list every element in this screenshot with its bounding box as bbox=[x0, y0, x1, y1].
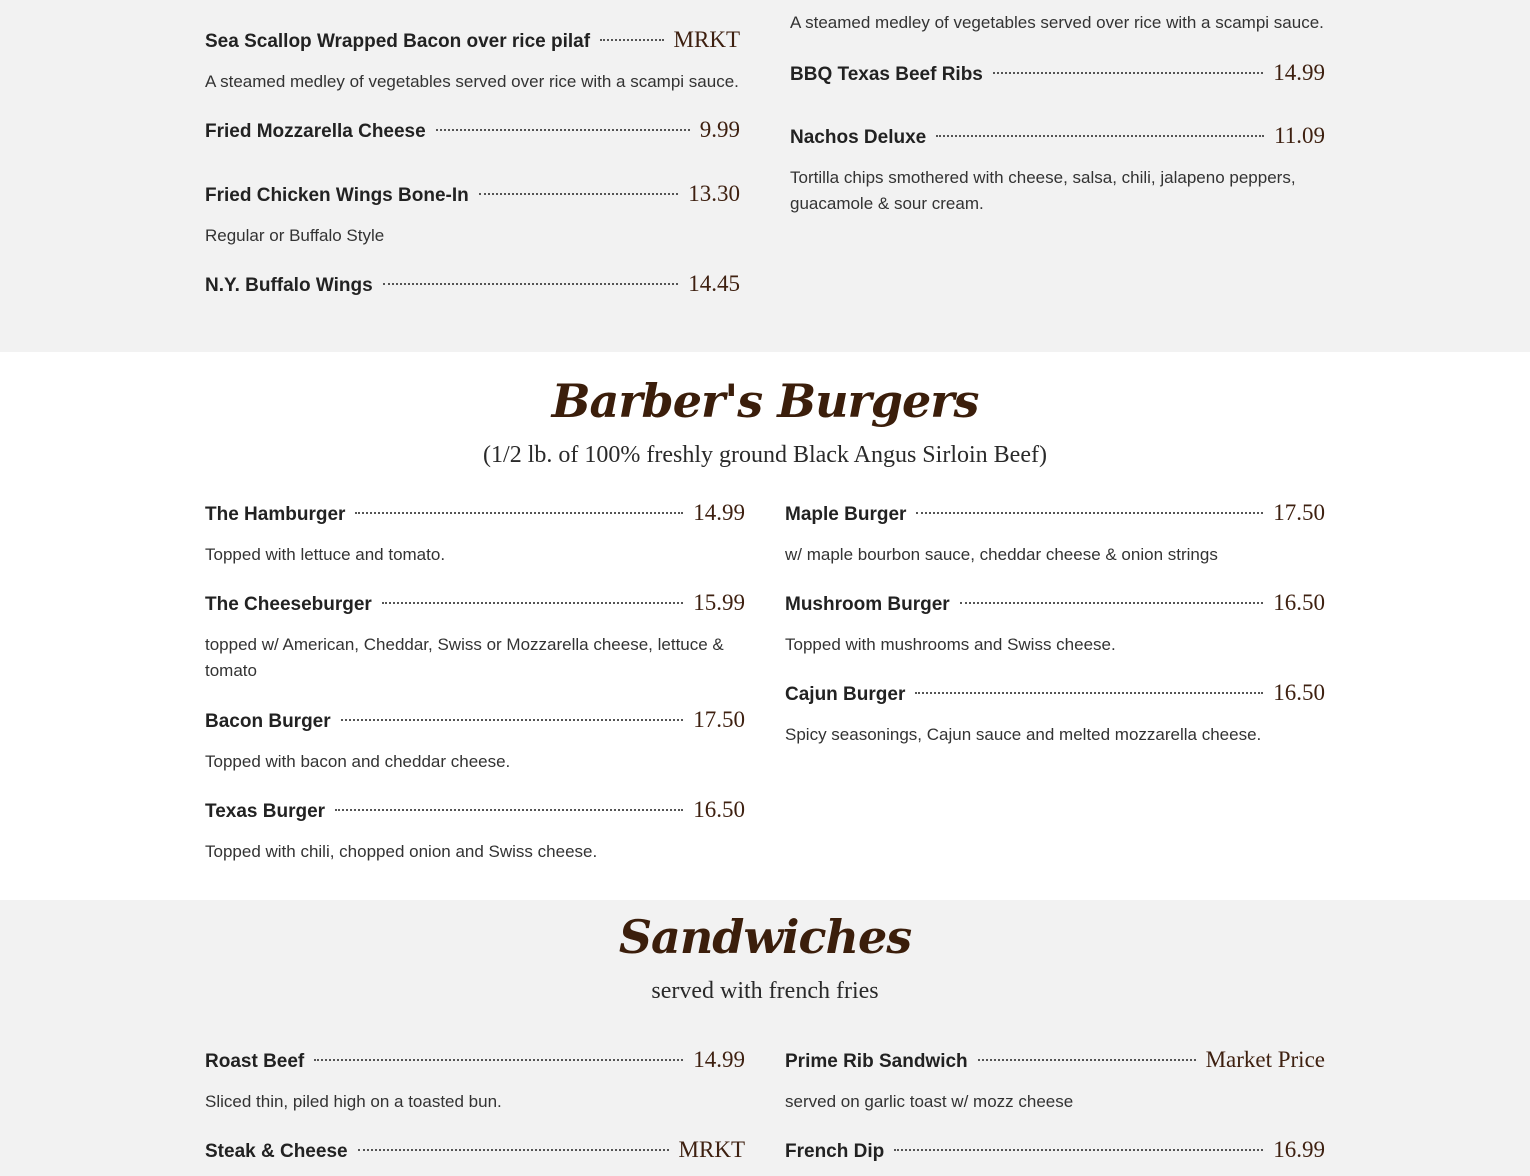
menu-item bbox=[785, 680, 1325, 748]
item-price: 17.50 bbox=[1273, 500, 1325, 525]
item-name: The Cheeseburger bbox=[205, 594, 372, 615]
menu-item bbox=[205, 590, 745, 684]
item-name: Fried Chicken Wings Bone-In bbox=[205, 185, 469, 206]
item-description: A steamed medley of vegetables served over rice with a scampi sauce. bbox=[205, 72, 739, 91]
sandwiches-right-column bbox=[785, 900, 1325, 1176]
item-price: 11.09 bbox=[1274, 123, 1325, 148]
item-price: 16.99 bbox=[1273, 1137, 1325, 1162]
section-subtitle: (1/2 lb. of 100% freshly ground Black Angus Sirloin Beef) bbox=[483, 442, 1047, 468]
section-title: Barber's Burgers bbox=[551, 374, 979, 428]
item-description: served on garlic toast w/ mozz cheese bbox=[785, 1092, 1074, 1111]
item-description: Topped with bacon and cheddar cheese. bbox=[205, 752, 511, 771]
item-description: Topped with lettuce and tomato. bbox=[205, 545, 446, 564]
dot-leader bbox=[314, 1059, 683, 1061]
item-description: Sliced thin, piled high on a toasted bun. bbox=[205, 1092, 502, 1111]
dot-leader bbox=[894, 1149, 1263, 1151]
dot-leader bbox=[936, 135, 1264, 137]
dot-leader bbox=[960, 602, 1264, 604]
item-description: topped w/ American, Cheddar, Swiss or Mozzarella cheese, lettuce & tomato bbox=[205, 635, 724, 680]
item-name: The Hamburger bbox=[205, 504, 346, 525]
sandwiches-section bbox=[0, 900, 1530, 1176]
item-price: 15.99 bbox=[693, 590, 745, 615]
appetizers-right-column bbox=[790, 0, 1325, 352]
menu-item bbox=[785, 1137, 1325, 1167]
dot-leader bbox=[382, 602, 683, 604]
item-price: 14.99 bbox=[1273, 60, 1325, 85]
dot-leader bbox=[915, 692, 1263, 694]
menu-item bbox=[785, 590, 1325, 658]
item-name: Texas Burger bbox=[205, 801, 326, 822]
dot-leader bbox=[436, 129, 690, 131]
item-price: 13.30 bbox=[688, 181, 740, 206]
item-description: Topped with mushrooms and Swiss cheese. bbox=[785, 635, 1116, 654]
appetizers-left-column bbox=[205, 0, 740, 352]
item-name: Cajun Burger bbox=[785, 684, 906, 705]
burgers-right-column bbox=[785, 352, 1325, 900]
item-price: 16.50 bbox=[1273, 680, 1325, 705]
dot-leader bbox=[916, 512, 1263, 514]
dot-leader bbox=[335, 809, 683, 811]
item-description: w/ maple bourbon sauce, cheddar cheese & onion strings bbox=[785, 545, 1218, 564]
section-subtitle: served with french fries bbox=[651, 978, 879, 1004]
dot-leader bbox=[355, 512, 683, 514]
item-price: 14.99 bbox=[693, 500, 745, 525]
item-name: Sea Scallop Wrapped Bacon over rice pilaf bbox=[205, 31, 591, 52]
dot-leader bbox=[341, 719, 684, 721]
menu-item bbox=[785, 500, 1325, 568]
burgers-section bbox=[0, 352, 1530, 900]
menu-item bbox=[205, 117, 740, 147]
dot-leader bbox=[479, 193, 679, 195]
item-name: Steak & Cheese bbox=[205, 1141, 348, 1162]
item-price: 16.50 bbox=[1273, 590, 1325, 615]
menu-item bbox=[205, 1047, 745, 1115]
item-price: MRKT bbox=[673, 27, 740, 52]
menu-item bbox=[790, 123, 1325, 217]
menu-item bbox=[785, 1047, 1325, 1115]
menu-item bbox=[205, 1137, 745, 1167]
menu-item bbox=[790, 60, 1325, 90]
appetizers-section bbox=[0, 0, 1530, 352]
item-price: 17.50 bbox=[693, 707, 745, 732]
item-price: 9.99 bbox=[699, 117, 740, 142]
menu-item bbox=[205, 27, 740, 95]
item-price: Market Price bbox=[1205, 1047, 1325, 1072]
item-price: 16.50 bbox=[693, 797, 745, 822]
item-name: Roast Beef bbox=[205, 1051, 305, 1072]
item-name: Bacon Burger bbox=[205, 711, 331, 732]
menu-item bbox=[205, 707, 745, 775]
menu-item bbox=[205, 500, 745, 568]
item-name: Maple Burger bbox=[785, 504, 907, 525]
item-price: MRKT bbox=[678, 1137, 745, 1162]
item-description: A steamed medley of vegetables served over rice with a scampi sauce. bbox=[790, 13, 1324, 32]
item-description: Topped with chili, chopped onion and Swiss cheese. bbox=[205, 842, 598, 861]
dot-leader bbox=[978, 1059, 1196, 1061]
item-name: N.Y. Buffalo Wings bbox=[205, 275, 373, 296]
sandwiches-left-column bbox=[205, 900, 745, 1176]
item-description: Regular or Buffalo Style bbox=[205, 226, 385, 245]
item-price: 14.45 bbox=[688, 271, 740, 296]
item-name: Mushroom Burger bbox=[785, 594, 950, 615]
section-title: Sandwiches bbox=[618, 910, 912, 964]
burgers-left-column bbox=[205, 352, 745, 900]
item-description: Tortilla chips smothered with cheese, salsa, chili, jalapeno peppers, guacamole & sour cream. bbox=[790, 168, 1296, 213]
dot-leader bbox=[600, 39, 663, 41]
item-name: Nachos Deluxe bbox=[790, 127, 927, 148]
item-name: Fried Mozzarella Cheese bbox=[205, 121, 426, 142]
menu-item bbox=[205, 181, 740, 249]
item-price: 14.99 bbox=[693, 1047, 745, 1072]
dot-leader bbox=[383, 283, 679, 285]
item-name: BBQ Texas Beef Ribs bbox=[790, 64, 983, 85]
menu-item bbox=[205, 271, 740, 301]
dot-leader bbox=[358, 1149, 669, 1151]
dot-leader bbox=[993, 72, 1263, 74]
item-description: Spicy seasonings, Cajun sauce and melted mozzarella cheese. bbox=[785, 725, 1262, 744]
item-name: French Dip bbox=[785, 1141, 885, 1162]
menu-item bbox=[205, 797, 745, 865]
item-name: Prime Rib Sandwich bbox=[785, 1051, 968, 1072]
